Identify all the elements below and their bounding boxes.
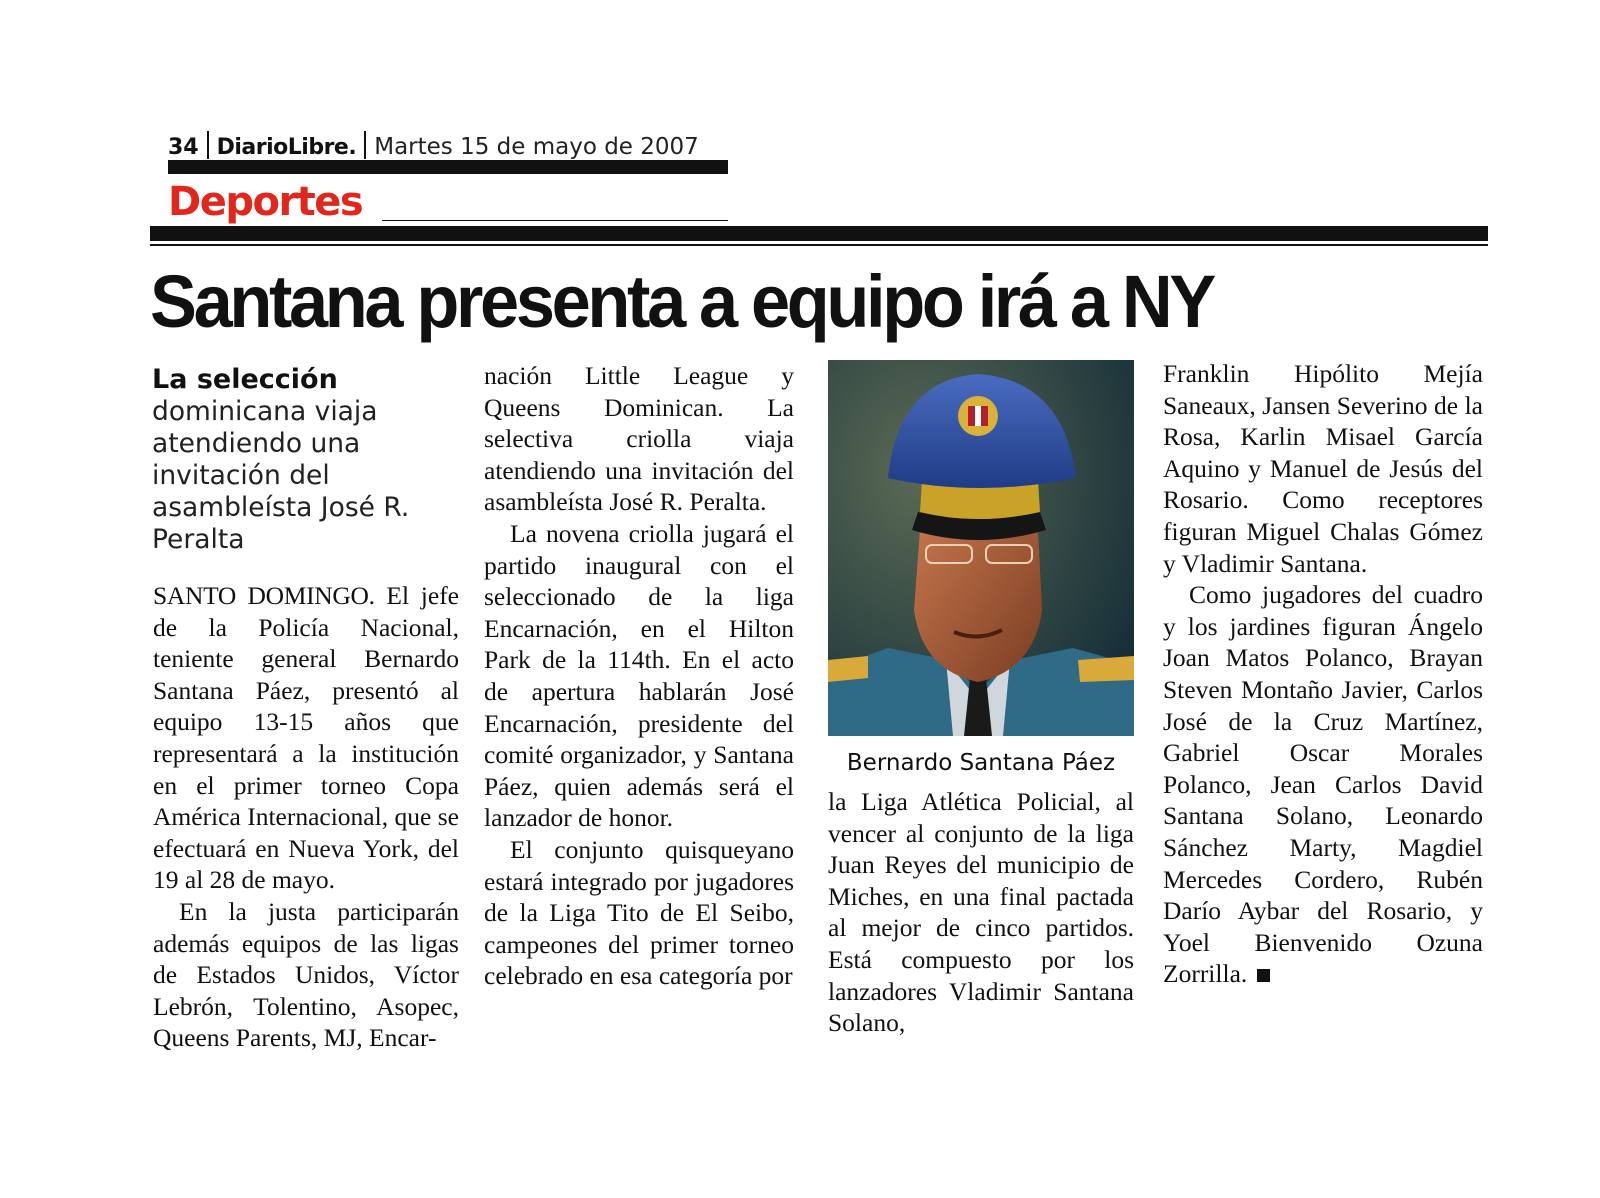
photo-caption: Bernardo Santana Páez [846, 750, 1116, 776]
article-paragraph: La novena criolla jugará el partido inaugural con el seleccionado de la liga Encarnación, en el Hilton Park de la 114th. En el acto de apertura hablarán José Encarnación, presidente del comité organizador, y Santana Páez, quien además será el lanzador de honor. [484, 518, 794, 833]
headline-thin-rule [150, 244, 1488, 246]
headline: Santana presenta a equipo irá a NY [150, 260, 1213, 343]
article-column-1 [153, 580, 459, 1054]
article-column-4 [1163, 358, 1483, 990]
end-mark-icon [1257, 969, 1270, 982]
paragraph-text: Como jugadores del cuadro y los jardines figuran Ángelo Joan Matos Polanco, Brayan Steven Montaño Javier, Carlos José de la Cruz Martínez, Gabriel Oscar Morales Polanco, Jean Carlos David Santana Solano, Leonardo Sánchez Marty, Magdiel Mercedes Cordero, Rubén Darío Aybar del Rosario, y Yoel Bienvenido Ozuna Zorrilla. [1163, 580, 1483, 989]
article-column-3 [828, 786, 1134, 1039]
article-paragraph [1163, 579, 1483, 990]
headline-top-rule [150, 226, 1488, 241]
article-paragraph: En la justa participarán además equipos de las ligas de Estados Unidos, Víctor Lebrón, Tolentino, Asopec, Queens Parents, MJ, Encar- [153, 896, 459, 1053]
kicker [152, 364, 452, 556]
issue-date: Martes 15 de mayo de 2007 [374, 134, 699, 160]
masthead-divider [207, 131, 209, 159]
kicker-text: dominicana viaja atendiendo una invitación del asambleísta José R. Peralta [152, 396, 410, 555]
section-title: Deportes [168, 179, 363, 225]
dateline: SANTO DOMINGO. [153, 581, 375, 610]
portrait-illustration [828, 360, 1134, 736]
kicker-title: La selección [152, 364, 338, 395]
article-paragraph: nación Little League y Queens Dominican. La selectiva criolla viaja atendiendo una invitación del asambleísta José R. Peralta. [484, 361, 794, 517]
masthead-rule [168, 160, 728, 174]
masthead-divider [364, 131, 366, 159]
article-paragraph [153, 580, 459, 896]
article-paragraph: Franklin Hipólito Mejía Saneaux, Jansen Severino de la Rosa, Karlin Misael García Aquino y Manuel de Jesús del Rosario. Como receptores figuran Miguel Chalas Gómez y Vladimir Santana. [1163, 359, 1483, 578]
article-paragraph: El conjunto quisqueyano estará integrado por jugadores de la Liga Tito de El Seibo, campeones del primer torneo celebrado en esa categoría por [484, 834, 794, 991]
masthead [168, 126, 728, 160]
article-column-2 [484, 360, 794, 992]
paragraph-text: El jefe de la Policía Nacional, teniente general Bernardo Santana Páez, presentó al equipo 13-15 años que representará a la institución en el primer torneo Copa América Internacional, que se efectuará en Nueva York, del 19 al 28 de mayo. [153, 581, 459, 895]
article-paragraph: la Liga Atlética Policial, al vencer al conjunto de la liga Juan Reyes del municipio de Miches, en una final pactada al mejor de cinco partidos. Está compuesto por los lanzadores Vladimir Santana Solano, [828, 787, 1134, 1038]
page-number: 34 [168, 135, 199, 160]
section-thin-rule [382, 220, 728, 221]
portrait-photo [828, 360, 1134, 736]
newspaper-name: DiarioLibre. [216, 135, 357, 160]
